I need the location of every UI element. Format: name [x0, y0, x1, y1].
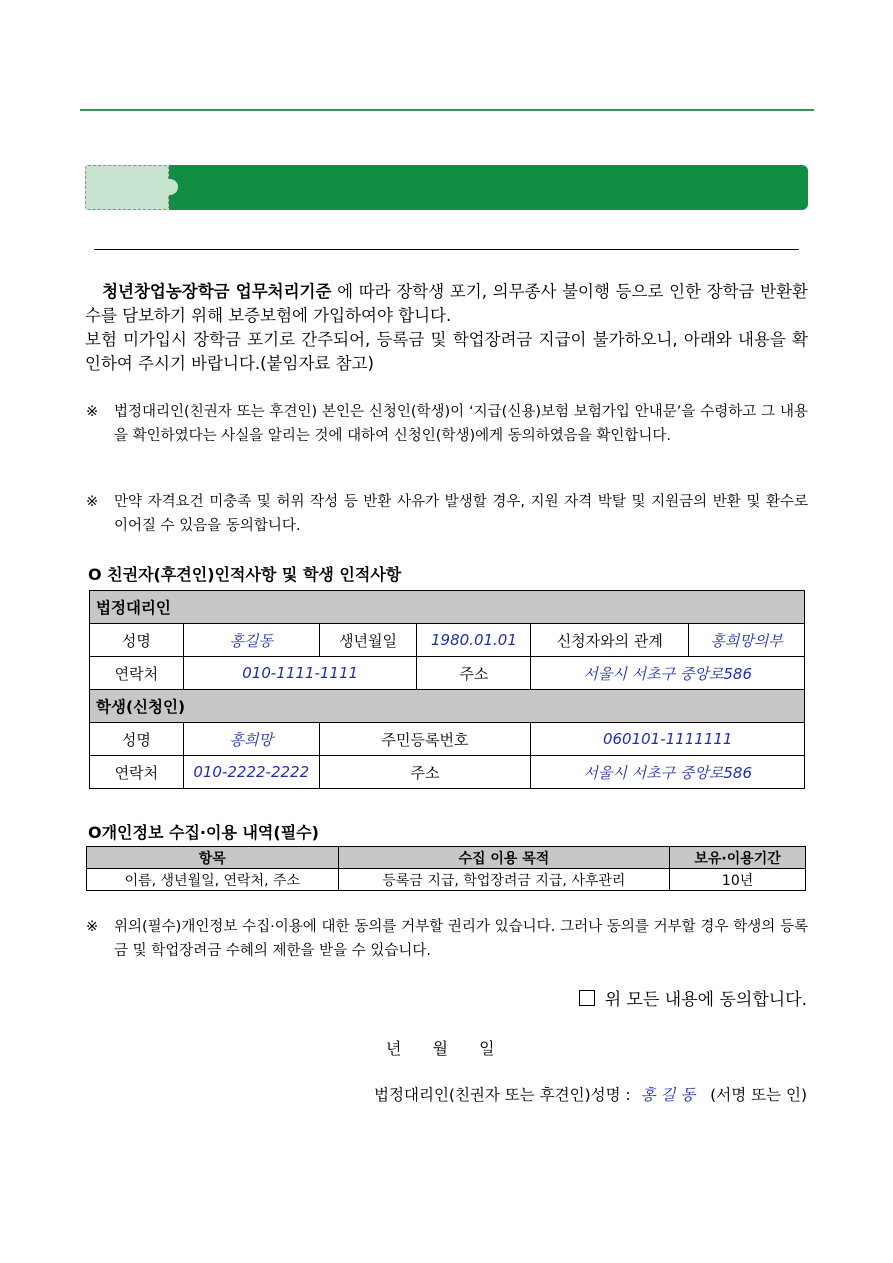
signature-label: 법정대리인(친권자 또는 후견인)성명 : [374, 1086, 631, 1104]
note-2-text: 만약 자격요건 미충족 및 허위 작성 등 반환 사유가 발생할 경우, 지원 자격 박탈 및 지원금의 반환 및 환수로 이어질 수 있음을 동의합니다. [114, 494, 808, 534]
label-contact: 연락처 [90, 756, 184, 789]
guardian-header: 법정대리인 [90, 591, 805, 624]
note-1-text: 법정대리인(친권자 또는 후견인) 본인은 신청인(학생)이 ‘지급(신용)보험 보험가입 안내문’을 수령하고 그 내용을 확인하였다는 사실을 알리는 것에 대하여 신청인(학생)에게 동의하였음을 확인합니다. [114, 404, 808, 444]
note-mark: ※ [86, 494, 99, 510]
signature-name: 홍 길 동 [640, 1086, 696, 1104]
label-name: 성명 [90, 723, 184, 756]
student-contact: 010-2222-2222 [183, 756, 319, 789]
label-relation: 신청자와의 관계 [531, 624, 689, 657]
note-mark: ※ [86, 919, 99, 935]
signature-line [374, 1083, 807, 1105]
banner-notch [162, 179, 178, 195]
guardian-birth: 1980.01.01 [417, 624, 531, 657]
label-address: 주소 [417, 657, 531, 690]
label-address: 주소 [319, 756, 531, 789]
label-contact: 연락처 [90, 657, 184, 690]
title-banner [85, 165, 808, 210]
section1-title: O 친권자(후견인)인적사항 및 학생 인적사항 [88, 565, 402, 584]
privacy-item: 이름, 생년월일, 연락처, 주소 [87, 869, 339, 891]
privacy-table [86, 846, 806, 891]
privacy-header-period: 보유·이용기간 [670, 847, 806, 869]
student-name: 홍희망 [183, 723, 319, 756]
signature-suffix: (서명 또는 인) [710, 1086, 807, 1104]
label-birth: 생년월일 [319, 624, 417, 657]
student-header: 학생(신청인) [90, 690, 805, 723]
note-3 [86, 915, 808, 963]
section2-title: O개인정보 수집·이용 내역(필수) [88, 823, 319, 842]
note-mark: ※ [86, 404, 99, 420]
intro-paragraph [85, 280, 808, 328]
student-address: 서울시 서초구 중앙로586 [531, 756, 805, 789]
privacy-header-item: 항목 [87, 847, 339, 869]
guardian-contact: 010-1111-1111 [183, 657, 417, 690]
guardian-address: 서울시 서초구 중앙로586 [531, 657, 805, 690]
label-name: 성명 [90, 624, 184, 657]
note-1 [86, 400, 808, 448]
note-2 [86, 490, 808, 538]
note-3-text: 위의(필수)개인정보 수집·이용에 대한 동의를 거부할 권리가 있습니다. 그러나 동의를 거부할 경우 학생의 등록금 및 학업장려금 수혜의 제한을 받을 수 있습니다. [114, 919, 808, 959]
top-divider [80, 109, 814, 111]
header-rule [94, 249, 799, 250]
banner-tab [85, 165, 169, 210]
agree-checkbox[interactable] [579, 990, 595, 1006]
guardian-name: 홍길동 [183, 624, 319, 657]
intro-paragraph-2: 보험 미가입시 장학금 포기로 간주되어, 등록금 및 학업장려금 지급이 불가하오니, 아래와 내용을 확인하여 주시기 바랍니다.(붙임자료 참고) [85, 330, 808, 373]
banner-bar [169, 165, 808, 210]
privacy-purpose: 등록금 지급, 학업장려금 지급, 사후관리 [338, 869, 670, 891]
intro-bold-ref: 청년창업농장학금 업무처리기준 [102, 282, 332, 301]
guardian-relation: 홍희망의부 [689, 624, 805, 657]
agree-row [579, 985, 807, 1010]
student-rrn: 060101-1111111 [531, 723, 805, 756]
privacy-period: 10년 [670, 869, 806, 891]
intro-line1: 에 따라 장학생 포기, 의무종사 불이행 등으로 인한 장학금 반환환수를 담보하기 위해 보증보험에 가입하여야 합니다. [85, 282, 808, 325]
agree-label: 위 모든 내용에 동의합니다. [604, 990, 807, 1010]
label-rrn: 주민등록번호 [319, 723, 531, 756]
personal-info-table [89, 590, 805, 789]
privacy-header-purpose: 수집 이용 목적 [338, 847, 670, 869]
date-line: 년 월 일 [386, 1039, 495, 1058]
